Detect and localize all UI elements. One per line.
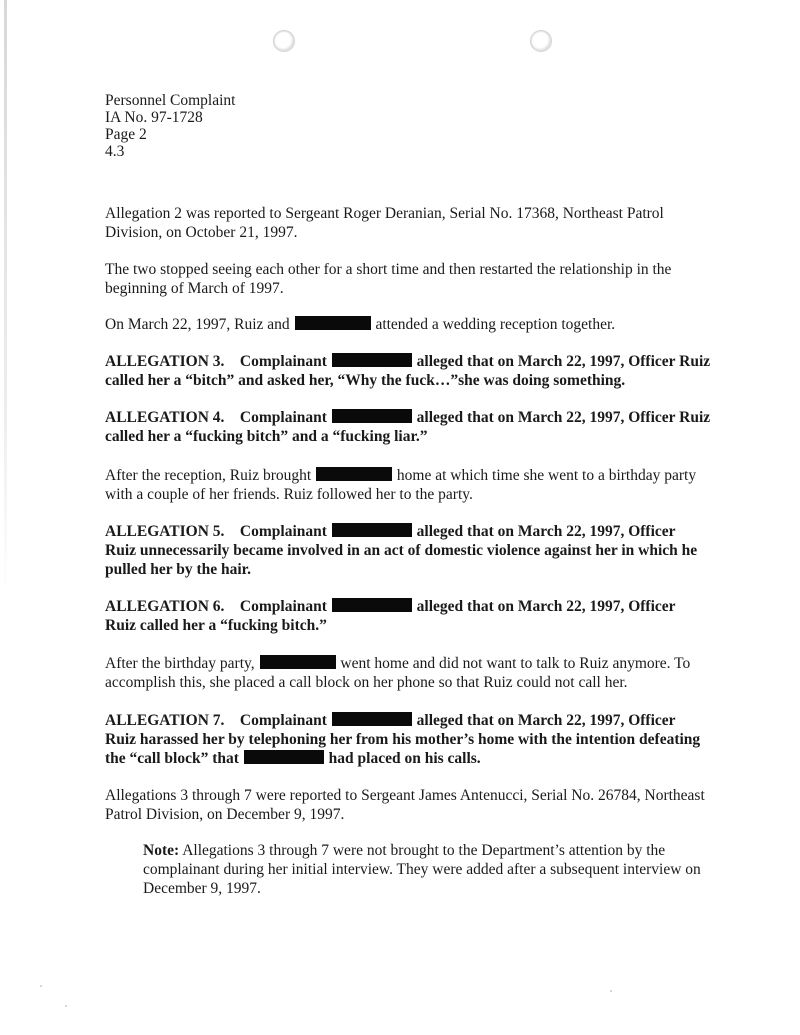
paragraph-allegations-reported: Allegations 3 through 7 were reported to Sergeant James Antenucci, Serial No. 26784, Northeast Patrol Division, on December 9, 1997. [105,787,705,823]
header-page-number: Page 2 [105,126,147,143]
allegation-text: alleged that on March 22, 1997, Officer Ruiz harassed her by telephoning her from his mother’s home with the intention defeating the “call block” that [105,712,701,767]
redaction-bar [332,353,412,367]
allegation-5 [105,522,705,579]
note-block [143,841,703,898]
paragraph-reception [105,466,705,504]
paragraph-allegation2-report: Allegation 2 was reported to Sergeant Roger Deranian, Serial No. 17368, Northeast Patrol Division, on October 21, 1997. [105,205,664,241]
text-segment: After the reception, Ruiz brought [105,467,312,484]
redaction-bar [316,467,392,481]
allegation-text: alleged that on March 22, 1997, Officer Ruiz called her a “fucking bitch.” [105,598,676,634]
allegation-text: alleged that on March 22, 1997, Officer Ruiz unnecessarily became involved in an act of domestic violence against her in which he pulled her by the hair. [105,523,698,578]
scan-speck [610,990,612,992]
redaction-bar [295,316,371,330]
text-segment: home at which time she went to a birthday party with a couple of her friends. Ruiz followed her to the party. [105,467,697,503]
allegation-7 [105,711,705,768]
text-segment: After the birthday party, [105,655,255,672]
note-label: Note: [143,842,180,859]
redaction-bar [332,712,412,726]
allegation-lead: ALLEGATION 3. Complainant [105,353,327,370]
header-ia-number: IA No. 97-1728 [105,109,203,126]
redaction-bar [332,409,412,423]
text-segment: went home and did not want to talk to Ruiz anymore. To accomplish this, she placed a call block on her phone so that Ruiz could not call her. [105,655,691,691]
allegation-text: alleged that on March 22, 1997, Officer Ruiz called her a “fucking bitch” and a “fucking liar.” [105,409,711,445]
text-segment: On March 22, 1997, Ruiz and [105,316,290,333]
paragraph-relationship: The two stopped seeing each other for a short time and then restarted the relationship in the beginning of March of 1997. [105,261,672,297]
allegation-text: alleged that on March 22, 1997, Officer Ruiz called her a “bitch” and asked her, “Why the fuck…”she was doing something. [105,353,711,389]
redaction-bar [244,750,324,764]
allegation-lead: ALLEGATION 4. Complainant [105,409,327,426]
redaction-bar [332,598,412,612]
punch-hole-right [530,30,552,52]
redaction-bar [260,655,336,669]
punch-hole-left [273,30,295,52]
note-text: Allegations 3 through 7 were not brought to the Department’s attention by the complainant during her initial interview. They were added after a subsequent interview on December 9, 1997. [143,842,701,897]
allegation-6 [105,597,705,635]
redaction-bar [332,523,412,537]
allegation-3 [105,352,715,390]
page-edge-shadow [4,0,7,600]
allegation-lead: ALLEGATION 6. Complainant [105,598,327,615]
scan-speck [40,985,42,987]
allegation-text: had placed on his calls. [328,750,481,767]
paragraph-wedding [105,315,705,334]
scan-speck [65,1005,67,1007]
header-title: Personnel Complaint [105,92,236,109]
header-section: 4.3 [105,143,125,160]
text-segment: attended a wedding reception together. [375,316,616,333]
allegation-lead: ALLEGATION 5. Complainant [105,523,327,540]
paragraph-birthday [105,654,705,692]
document-header [105,92,235,160]
allegation-lead: ALLEGATION 7. Complainant [105,712,327,729]
allegation-4 [105,408,715,446]
